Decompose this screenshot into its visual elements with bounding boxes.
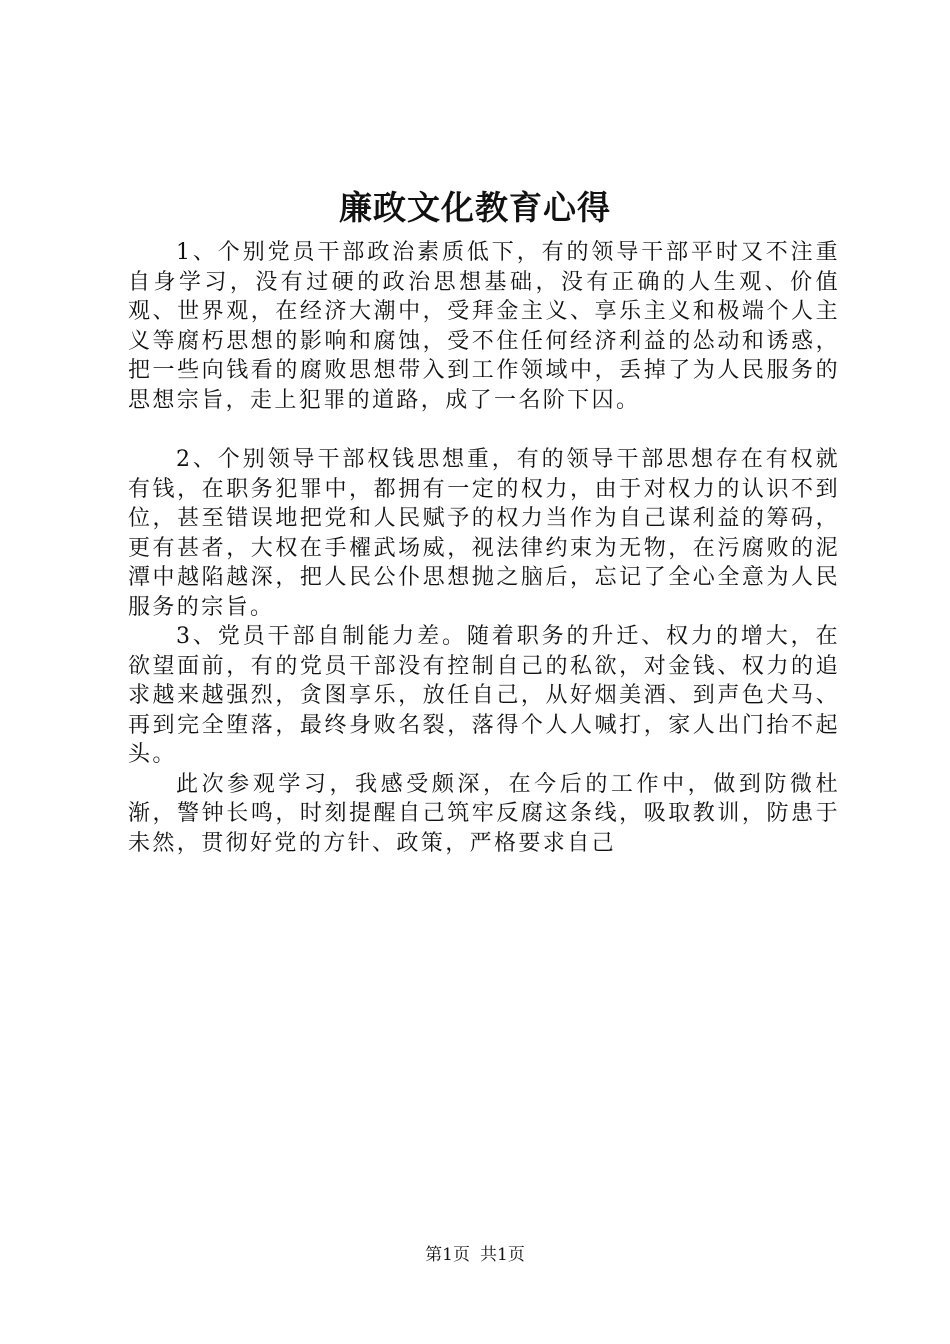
document-body xyxy=(128,238,840,858)
page-total: 共1页 xyxy=(480,1245,525,1265)
page-title: 廉政文化教育心得 xyxy=(339,188,611,227)
paragraph-4: 此次参观学习，我感受颇深，在今后的工作中，做到防微杜渐，警钟长鸣，时刻提醒自己筑牢反腐这条线，吸取教训，防患于未然，贯彻好党的方针、政策，严格要求自己 xyxy=(128,771,840,856)
paragraph-1: 1、个别党员干部政治素质低下，有的领导干部平时又不注重自身学习，没有过硬的政治思想基础，没有正确的人生观、价值观、世界观，在经济大潮中，受拜金主义、享乐主义和极端个人主义等腐朽思想的影响和腐蚀，受不住任何经济利益的怂动和诱惑，把一些向钱看的腐败思想带入到工作领域中，丢掉了为人民服务的思想宗旨，走上犯罪的道路，成了一名阶下囚。 xyxy=(128,240,840,413)
page-number: 第1页 xyxy=(425,1245,470,1265)
paragraph-2: 2、个别领导干部权钱思想重，有的领导干部思想存在有权就有钱，在职务犯罪中，都拥有一定的权力，由于对权力的认识不到位，甚至错误地把党和人民赋予的权力当作为自己谋利益的筹码，更有甚者，大权在手櫂武场威，视法律约束为无物，在污腐败的泥潭中越陷越深，把人民公仆思想抛之脑后，忘记了全心全意为人民服务的宗旨。 xyxy=(128,447,840,620)
paragraph-3: 3、党员干部自制能力差。随着职务的升迁、权力的增大，在欲望面前，有的党员干部没有控制自己的私欲，对金钱、权力的追求越来越强烈，贪图享乐，放任自己，从好烟美酒、到声色犬马、再到完全堕落，最终身败名裂，落得个人人喊打，家人出门抬不起头。 xyxy=(128,624,840,767)
page-footer xyxy=(0,1243,950,1267)
paragraph-spacer xyxy=(128,415,840,445)
